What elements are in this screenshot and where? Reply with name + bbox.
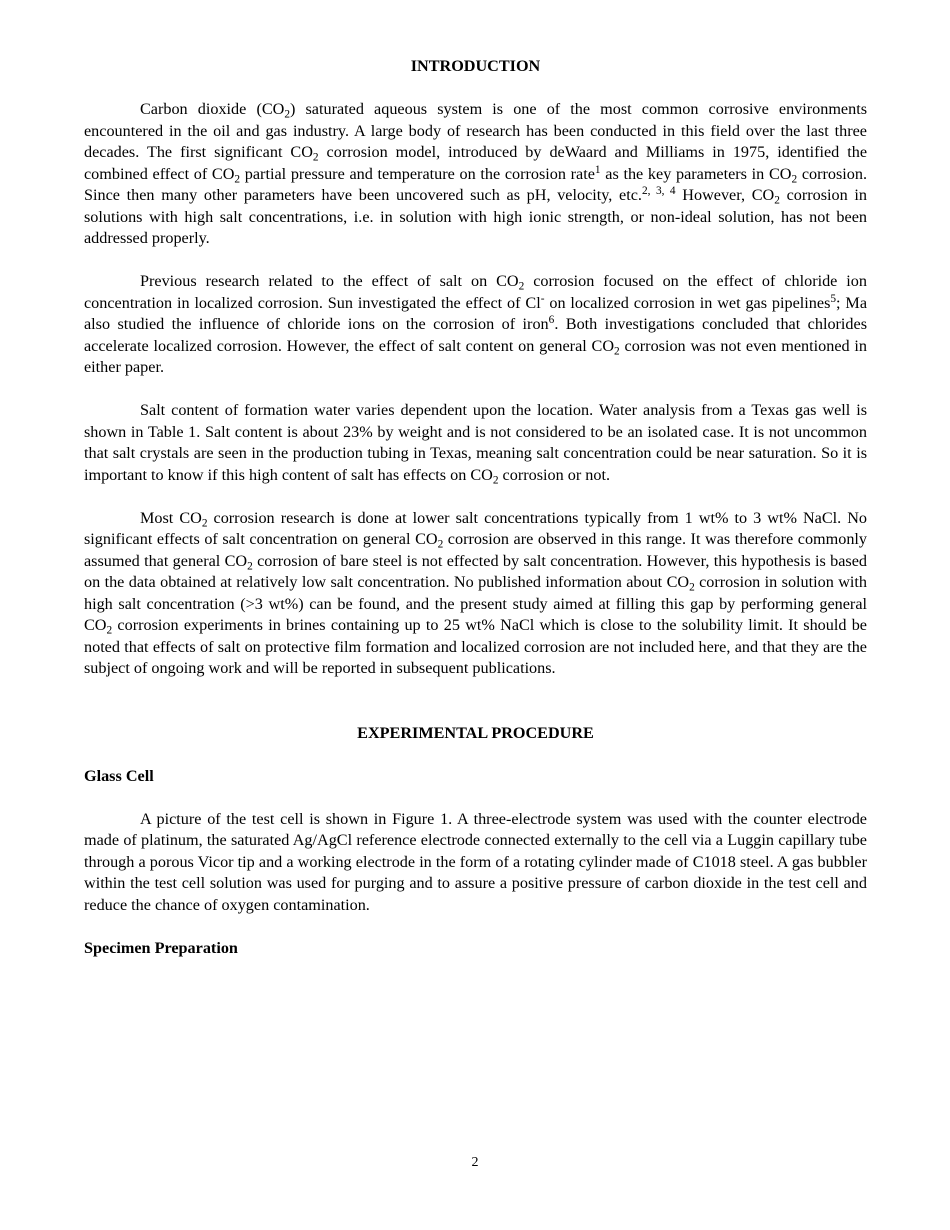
- text-run: However, CO: [675, 186, 775, 204]
- introduction-paragraph-3: [84, 400, 867, 486]
- introduction-paragraph-4: [84, 508, 867, 680]
- text-run: on localized corrosion in wet gas pipelines: [544, 293, 831, 312]
- text-run: . Both investigations concluded that chlorides accelerate localized corrosion. However, the effect of salt content on general CO: [84, 315, 867, 355]
- text-run: corrosion model, introduced by deWaard and Milliams in 1975, identified the combined effect of CO: [84, 143, 867, 183]
- reference-marker: 6: [548, 313, 555, 326]
- page-number: 2: [471, 1155, 479, 1170]
- text-run: Most CO: [140, 508, 202, 527]
- text-run: corrosion was not even mentioned in either paper.: [84, 336, 867, 376]
- subscript: 2: [284, 108, 290, 121]
- text-run: as the key parameters in CO: [600, 164, 792, 183]
- text-run: Salt content of formation water varies dependent upon the location. Water analysis from a Texas gas well is shown in Table 1. Salt content is about 23% by weight and is not considered to be an isolated case. It is not uncommon that salt crystals are seen in the production tubing in Texas, meaning salt concentration could be near saturation. So it is important to know if this high content of salt has effects on CO: [84, 401, 867, 484]
- introduction-paragraph-1: [84, 99, 867, 250]
- subscript: 2: [774, 194, 780, 207]
- text-run: corrosion in solutions with high salt concentrations, i.e. in solution with high ionic strength, or non-ideal solution, has not been addressed properly.: [84, 186, 867, 247]
- text-run: Carbon dioxide (CO: [140, 100, 285, 118]
- subscript: 2: [518, 280, 525, 293]
- subscript: 2: [234, 172, 241, 185]
- glass-cell-paragraph: A picture of the test cell is shown in Figure 1. A three-electrode system was used with the counter electrode made of platinum, the saturated Ag/AgCl reference electrode connected externally to the cell via a Luggin capillary tube through a porous Vicor tip and a working electrode in the form of a rotating cylinder made of C1018 steel. A gas bubbler within the test cell solution was used for purging and to assure a positive pressure of carbon dioxide in the test cell and reduce the chance of oxygen contamination.: [84, 809, 867, 914]
- paper-page-body: [84, 56, 867, 959]
- glass-cell-heading: Glass Cell: [84, 766, 154, 785]
- subscript: 2: [614, 344, 620, 357]
- text-run: partial pressure and temperature on the corrosion rate: [240, 164, 595, 183]
- text-run: corrosion in solution with high salt concentration (>3 wt%) can be found, and the present study aimed at filling this gap by performing general CO: [84, 573, 867, 634]
- text-run: corrosion experiments in brines containing up to 25 wt% NaCl which is close to the solubility limit. It should be noted that effects of salt on protective film formation and localized corrosion are not included here, and that they are the subject of ongoing work and will be reported in subsequent publications.: [84, 616, 867, 677]
- text-run: Previous research related to the effect of salt on CO: [140, 272, 519, 290]
- text-run: corrosion focused on the effect of chloride ion concentration in localized corrosion. Sun investigated the effect of Cl: [84, 272, 867, 312]
- text-run: ; Ma also studied the influence of chloride ions on the corrosion of iron: [84, 293, 868, 333]
- experimental-procedure-heading: EXPERIMENTAL PROCEDURE: [357, 723, 594, 742]
- subscript: 2: [437, 538, 444, 551]
- subscript: 2: [106, 624, 113, 637]
- subscript: 2: [312, 151, 319, 164]
- reference-marker: 2, 3, 4: [641, 184, 676, 197]
- subscript: 2: [201, 516, 208, 529]
- ion-charge: -: [540, 292, 545, 305]
- introduction-heading: INTRODUCTION: [410, 57, 541, 75]
- reference-marker: 5: [830, 292, 837, 305]
- reference-marker: 1: [594, 163, 601, 176]
- text-run: corrosion. Since then many other parameters have been uncovered such as pH, velocity, etc.: [84, 164, 867, 204]
- specimen-preparation-heading: Specimen Preparation: [84, 938, 238, 957]
- text-run: corrosion or not.: [498, 465, 610, 484]
- subscript: 2: [492, 473, 499, 486]
- subscript: 2: [791, 172, 798, 185]
- subscript: 2: [689, 581, 695, 594]
- introduction-paragraph-2: [84, 271, 867, 379]
- text-run: corrosion are observed in this range. It was therefore commonly assumed that general CO: [84, 530, 867, 570]
- subscript: 2: [247, 559, 253, 572]
- text-run: corrosion of bare steel is not effected by salt concentration. However, this hypothesis is based on the data obtained at relatively low salt concentration. No published information about CO: [84, 551, 867, 591]
- text-run: corrosion research is done at lower salt concentrations typically from 1 wt% to 3 wt% NaCl. No significant effects of salt concentration on general CO: [84, 508, 867, 548]
- text-run: ) saturated aqueous system is one of the most common corrosive environments encountered in the oil and gas industry. A large body of research has been conducted in this field over the last three decades. The first significant CO: [84, 100, 867, 161]
